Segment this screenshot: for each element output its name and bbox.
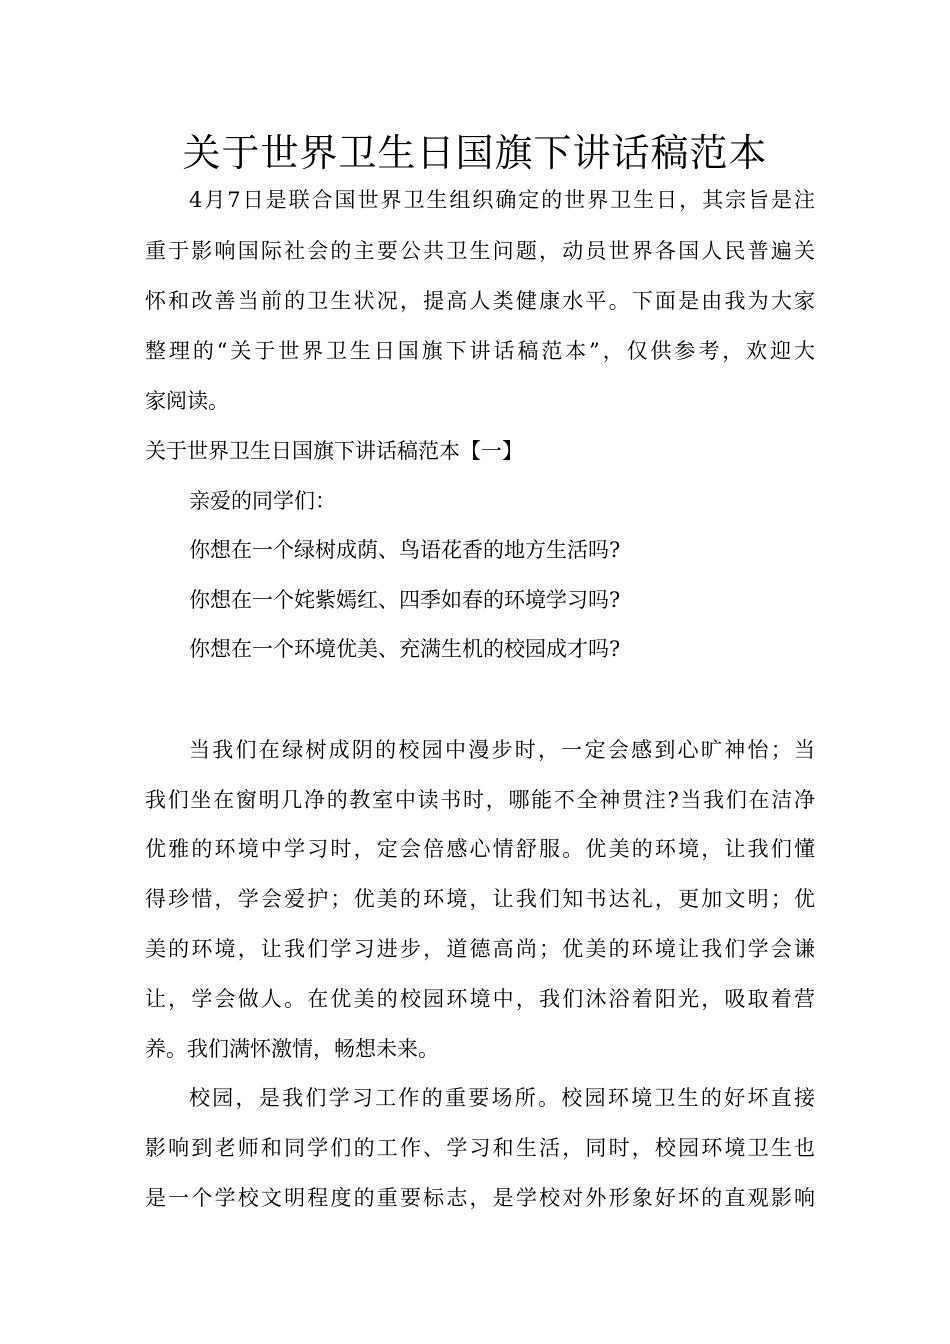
paragraph-line: 当我们在绿树成阴的校园中漫步时，一定会感到心旷神怡；当	[189, 738, 815, 762]
paragraph-line: 得珍惜，学会爱护；优美的环境，让我们知书达礼，更加文明；优	[145, 887, 815, 911]
question-line: 你想在一个姹紫嫣红、四季如春的环境学习吗?	[189, 588, 621, 612]
document-title: 关于世界卫生日国旗下讲话稿范本	[182, 131, 768, 175]
paragraph-line: 美的环境，让我们学习进步，道德高尚；优美的环境让我们学会谦	[145, 937, 815, 961]
paragraph-line: 让，学会做人。在优美的校园环境中，我们沐浴着阳光，吸取着营	[145, 987, 815, 1011]
paragraph-line: 影响到老师和同学们的工作、学习和生活，同时，校园环境卫生也	[145, 1136, 815, 1160]
intro-line: 重于影响国际社会的主要公共卫生问题，动员世界各国人民普遍关	[145, 239, 815, 263]
paragraph-line: 我们坐在窗明几净的教室中读书时，哪能不全神贯注?当我们在洁净	[145, 788, 815, 812]
question-line: 你想在一个环境优美、充满生机的校园成才吗?	[189, 637, 621, 661]
intro-line: 怀和改善当前的卫生状况，提高人类健康水平。下面是由我为大家	[145, 289, 815, 313]
paragraph-line: 优雅的环境中学习时，定会倍感心情舒服。优美的环境，让我们懂	[145, 837, 815, 861]
intro-line: 4月7日是联合国世界卫生组织确定的世界卫生日，其宗旨是注	[189, 188, 815, 212]
greeting: 亲爱的同学们：	[189, 489, 336, 513]
paragraph-line: 养。我们满怀激情，畅想未来。	[145, 1037, 439, 1061]
intro-line: 整理的“关于世界卫生日国旗下讲话稿范本”，仅供参考，欢迎大	[145, 339, 815, 363]
intro-line: 家阅读。	[145, 389, 229, 413]
paragraph-line: 是一个学校文明程度的重要标志，是学校对外形象好坏的直观影响	[145, 1186, 815, 1210]
question-line: 你想在一个绿树成荫、鸟语花香的地方生活吗?	[189, 538, 621, 562]
paragraph-line: 校园，是我们学习工作的重要场所。校园环境卫生的好坏直接	[189, 1086, 815, 1110]
section-heading: 关于世界卫生日国旗下讲话稿范本【一】	[145, 439, 523, 463]
